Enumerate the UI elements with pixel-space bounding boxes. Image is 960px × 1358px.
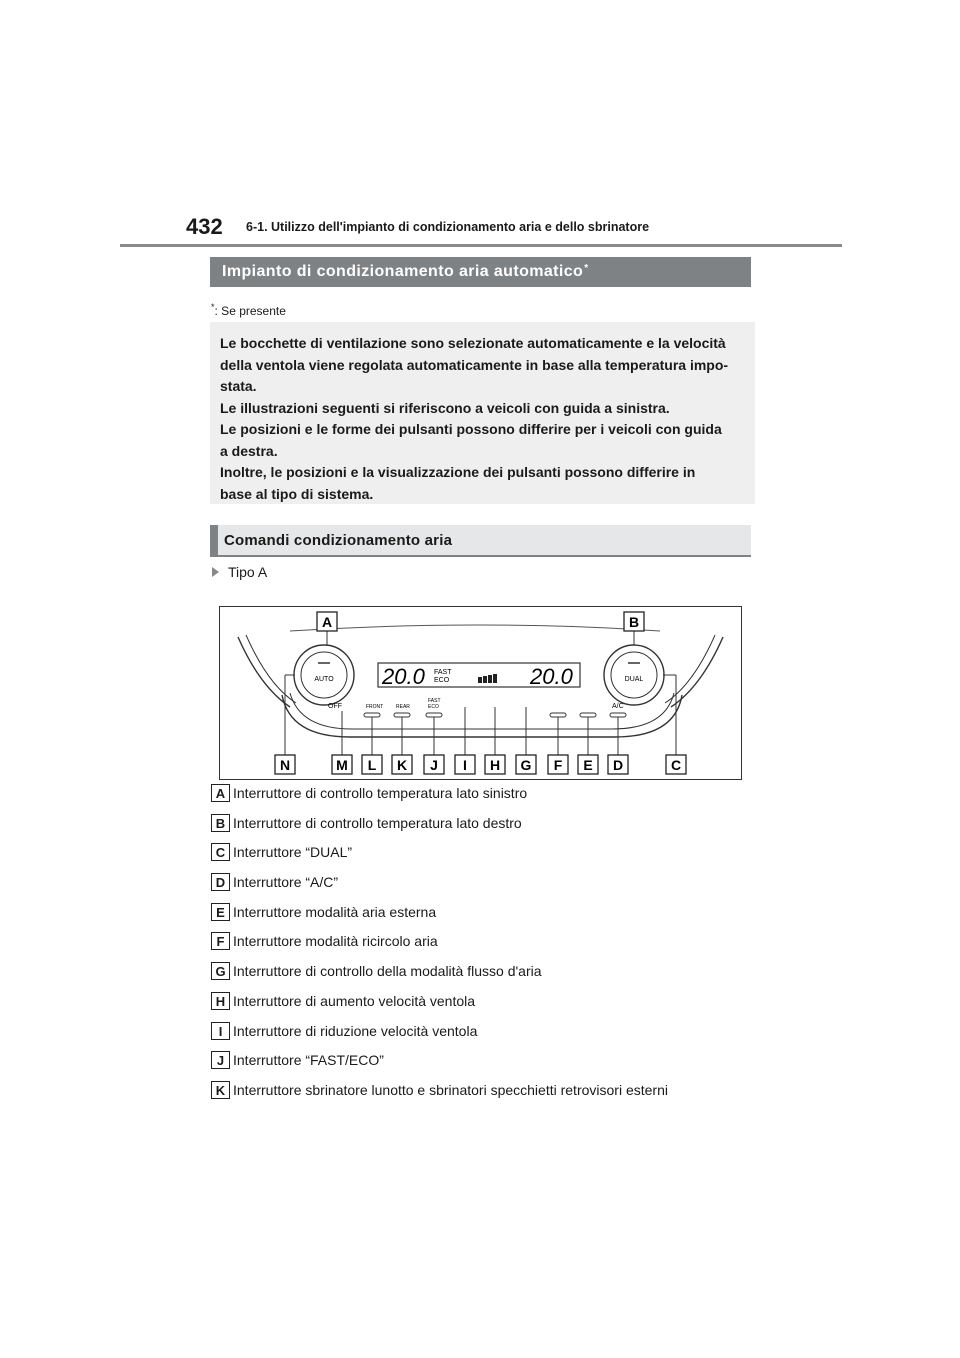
triangle-bullet-icon [212,567,219,577]
legend-text: Interruttore di controllo temperatura lato sinistro [233,785,528,801]
intro-line: base al tipo di sistema. [220,485,374,502]
section-title: Impianto di condizionamento aria automatico [222,263,584,280]
knob-right-label: DUAL [624,676,644,683]
btn-rear-label: REAR [396,704,410,710]
knob-left-label: AUTO [314,676,334,683]
legend-item [211,931,438,951]
legend-text: Interruttore di riduzione velocità ventola [233,1023,478,1039]
legend-text: Interruttore modalità aria esterna [233,904,437,920]
btn-fast-label: FAST [428,698,441,704]
callout-bottom: I [463,757,467,773]
callout-bottom: F [553,757,563,773]
footnote-text: : Se presente [214,304,286,318]
legend-item [211,1050,384,1070]
footnote [211,302,286,318]
display-right-temp: 20.0 [530,664,573,689]
callout-bottom: C [670,757,682,773]
intro-line: della ventola viene regolata automaticamente in base alla temperatura impo- [220,356,729,373]
legend-text: Interruttore modalità ricircolo aria [233,933,438,949]
callout-bottom: L [367,757,377,773]
intro-line: Le illustrazioni seguenti si riferiscono a veicoli con guida a sinistra. [220,399,670,416]
legend-item [211,991,475,1011]
callout-bottom: K [396,757,408,773]
legend-text: Interruttore “DUAL” [233,844,353,860]
intro-line: a destra. [220,442,278,459]
callout-bottom: E [583,757,593,773]
legend-item [211,872,338,892]
legend-item [211,842,352,862]
btn-front-label: FRONT [366,704,384,710]
btn-ac-label: A/C [612,703,624,710]
legend-badge: F [211,932,230,950]
legend-badge: B [211,814,230,832]
legend-badge: E [211,903,230,921]
legend-badge: C [211,843,230,861]
subsection-title: Comandi condizionamento aria [224,531,453,549]
callout-bottom: N [279,757,291,773]
intro-line: Le bocchette di ventilazione sono selezionate automaticamente e la velocità [220,335,726,351]
intro-line: stata. [220,378,257,394]
legend-badge: A [211,784,230,802]
page-number: 432 [186,214,223,239]
footnote-mark: * [211,302,215,312]
legend-text: Interruttore di aumento velocità ventola [233,993,476,1009]
legend-text: Interruttore “A/C” [233,874,339,890]
climate-control-diagram [219,606,742,780]
legend-text: Interruttore sbrinatore lunotto e sbrinatori specchietti retrovisori esterni [233,1082,668,1098]
legend-badge: K [211,1081,230,1099]
legend-item [211,813,522,833]
section-title-mark: * [584,262,589,274]
intro-line: Le posizioni e le forme dei pulsanti possono differire per i veicoli con guida [220,421,722,437]
section-title-bar [210,257,751,287]
callout-bottom: D [612,757,624,773]
display-mode2: ECO [434,677,450,684]
legend-badge: J [211,1051,230,1069]
display-mode: FAST [434,669,452,676]
intro-box [210,322,755,504]
legend-text: Interruttore di controllo temperatura lato destro [233,815,522,831]
climate-panel-illustration [220,607,741,779]
legend-item [211,783,527,803]
callout-top: B [628,614,640,630]
callout-bottom: H [489,757,501,773]
legend-text: Interruttore di controllo della modalità flusso d'aria [233,963,542,979]
btn-eco-label: ECO [428,704,439,710]
legend-item [211,961,542,981]
legend-item [211,902,436,922]
legend-item [211,1021,477,1041]
legend-badge: G [211,962,230,980]
type-label-text: Tipo A [228,564,268,580]
legend-badge: H [211,992,230,1010]
legend-text: Interruttore “FAST/ECO” [233,1052,384,1068]
subsection-rule [210,555,751,557]
legend-item [211,1080,668,1100]
header-rule [120,244,842,247]
legend-badge: D [211,873,230,891]
type-label [212,564,267,580]
callout-top: A [321,614,333,630]
callout-bottom: J [430,757,438,773]
callout-bottom: M [336,757,348,773]
display-left-temp: 20.0 [382,664,425,689]
subsection-title-bar [210,525,751,555]
legend-badge: I [211,1022,230,1040]
intro-line: Inoltre, le posizioni e la visualizzazione dei pulsanti possono differire in [220,464,696,480]
running-head: 6-1. Utilizzo dell'impianto di condizionamento aria e dello sbrinatore [246,220,650,234]
btn-off-label: OFF [328,703,342,710]
callout-bottom: G [520,757,532,773]
